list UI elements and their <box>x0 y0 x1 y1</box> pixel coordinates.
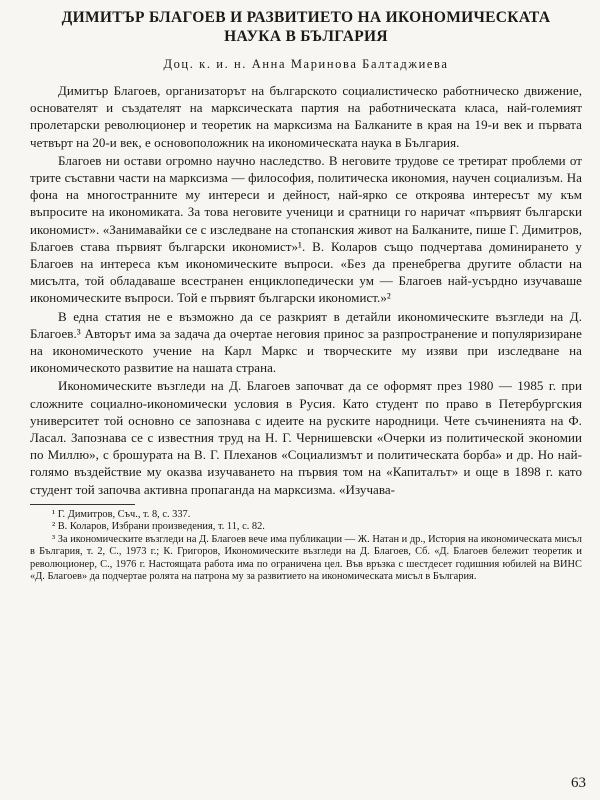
title-line-2: НАУКА В БЪЛГАРИЯ <box>224 28 388 45</box>
footnote-1: ¹ Г. Димитров, Съч., т. 8, с. 337. <box>52 508 191 520</box>
paragraph-1: Димитър Благоев, организаторът на българското социалистическо работническо движение, основателят и създателят на марксическата партия на работническата класа, най-големият пролетарски революционер и теоретик на марксизма на Балканите в края на 19-и век и първата четвърт на 20-и век, е основоположник на икономическата наука в България. <box>30 83 582 150</box>
article-body <box>30 82 582 498</box>
paragraph-3: В една статия не е възможно да се разкрият в детайли икономическите възгледи на Д. Благоев.³ Авторът има за задача да очертае неговия принос за разпространение и популяризиране на икономическото учение на Карл Маркс и творческите му изяви при изследване на икономическото развитие на нашата страна. <box>30 308 582 376</box>
footnotes <box>30 509 582 583</box>
footnote-2: ² В. Коларов, Избрани произведения, т. 11, с. 82. <box>52 521 265 533</box>
article-title <box>30 8 582 46</box>
footnote-divider <box>30 504 135 505</box>
paragraph-2: Благоев ни остави огромно научно наследство. В неговите трудове се третират проблеми от трите съставни части на марксизма — философия, политическа икономия, научен социализъм. На фона на многостранните му интереси и дейност, най-ярко се откроява интересът му към въпросите на икономиката. За това неговите ученици и сратници го наричат «първият български икономист». «Занимавайки се с изследване на стопанския живот на Балканите, пише Г. Димитров, Благоев става първият български икономист»¹. В. Коларов също подчертава доминирането у Благоев на интереса към икономическите въпроси. «Без да пренебрегва другите области на мисълта, той обладаваше всестранен енциклопедически ум — Благоев най-усърдно изучаваше икономическите въпроси. Той е първият български икономист.»² <box>30 152 582 306</box>
title-line-1: ДИМИТЪР БЛАГОЕВ И РАЗВИТИЕТО НА ИКОНОМИЧЕСКАТА <box>61 9 551 26</box>
author-line: Доц. к. и. н. Анна Маринова Балтаджиева <box>163 57 449 71</box>
page-number: 63 <box>571 775 586 791</box>
paragraph-4: Икономическите възгледи на Д. Благоев започват да се оформят през 1980 — 1985 г. при сложните социално-икономически условия в Русия. Като студент по право в Петербургския университет той основно се запознава с идеите на руските народници. Чете съчиненията на Ф. Ласал. Запознава се с известния труд на Н. Г. Чернишевски «Очерки из политической экономии по Миллю», с брошурата на В. Г. Плеханов «Социализмът и политическата борба» и др. Но най-голямо въздействие му оказва изучаването на първия том на «Капиталът» и още в 1898 г. като студент той започва активна пропаганда на марксизма. «Изучава- <box>30 378 582 497</box>
footnote-3: ³ За икономическите възгледи на Д. Благоев вече има публикации — Ж. Натан и др., История на икономическата мисъл в България, т. 2, С., 1973 г.; К. Григоров, Икономическите възгледи на Д. Благоев, Сб. «Д. Благоев бележит теоретик и революционер, С., 1976 г. Настоящата работа има по ограничена цел. Във връзка с шестдесет годишния юбилей на ВИНС «Д. Благоев» да подчертае ролята на патрона му за развитието на икономическата мисъл в България. <box>30 533 582 582</box>
